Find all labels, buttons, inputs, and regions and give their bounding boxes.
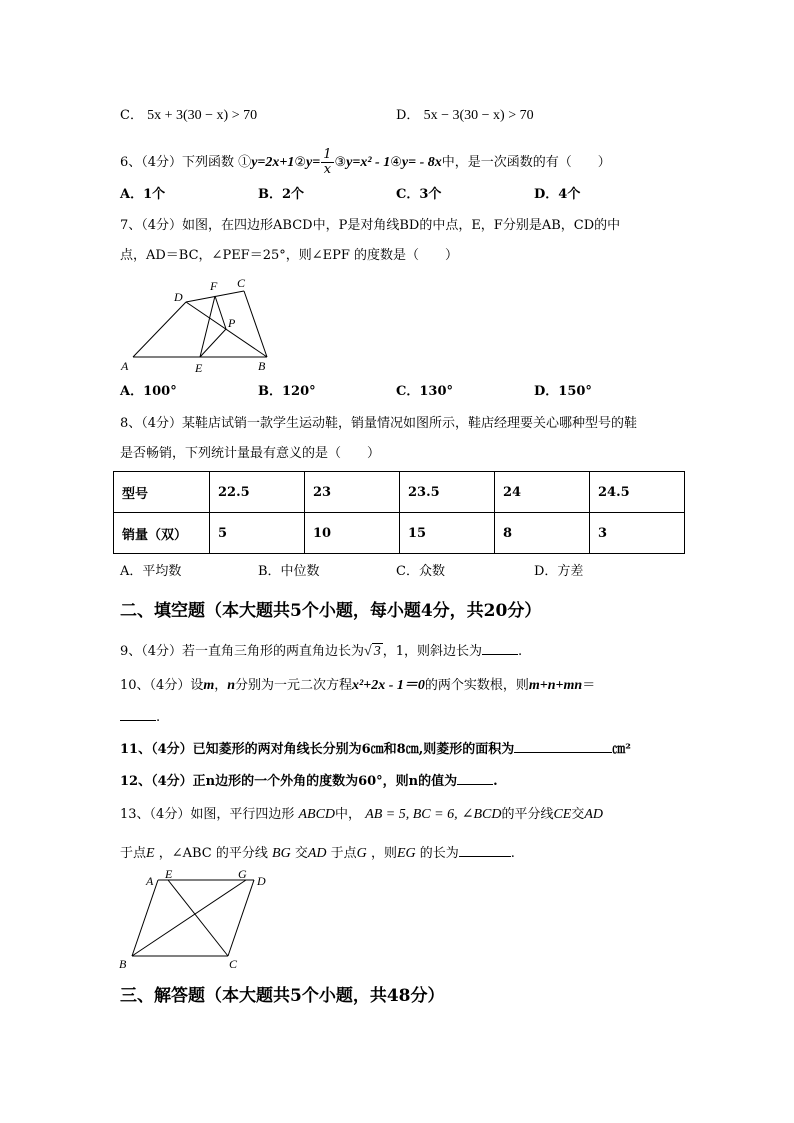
q13-angle-bcd: ∠BCD bbox=[461, 807, 502, 822]
q6-fraction-numerator: 1 bbox=[323, 147, 332, 162]
q13-label-a: A bbox=[146, 874, 154, 888]
q8-stem-line1: 8、（4分）某鞋店试销一款学生运动鞋，销量情况如图所示，鞋店经理要关心哪种型号的鞋 bbox=[120, 416, 638, 431]
table-cell: 5 bbox=[210, 513, 305, 554]
q7-label-f: F bbox=[210, 279, 218, 293]
q7-option-b: B．120° bbox=[258, 384, 316, 399]
q13-parallelogram-figure bbox=[116, 866, 276, 970]
q7-option-c: C．130° bbox=[396, 384, 453, 399]
q7-label-p: P bbox=[228, 316, 236, 330]
q10-var-n: n bbox=[227, 678, 236, 693]
q6-suffix: 中，是一次函数的有（ ） bbox=[441, 155, 611, 170]
q11-answer-blank[interactable] bbox=[514, 738, 612, 753]
q13-text-d: 于点 bbox=[120, 846, 147, 861]
q7-segment-fp bbox=[215, 296, 226, 329]
table-row bbox=[114, 472, 685, 513]
q13-text-g: ，则 bbox=[370, 846, 397, 861]
q7-label-e: E bbox=[195, 361, 203, 375]
q13-point-g: G bbox=[356, 846, 367, 861]
table-cell: 23.5 bbox=[400, 472, 495, 513]
q7-option-a: A．100° bbox=[120, 384, 177, 399]
q10-answer-line bbox=[120, 706, 160, 728]
q6-function-4: y= - 8x bbox=[401, 155, 442, 170]
q13-point-e: E bbox=[146, 846, 155, 861]
q9-text-before: 9、（4分）若一直角三角形的两直角边长为 bbox=[120, 644, 365, 659]
q10-stem bbox=[120, 676, 595, 696]
q7-stem-line2: 点，AD＝BC，∠PEF＝25°，则∠EPF 的度数是（ ） bbox=[120, 248, 459, 263]
q13-bg: BG bbox=[272, 846, 291, 861]
q6-circle-2: ② bbox=[294, 155, 307, 170]
q13-text-b: 中， bbox=[335, 807, 362, 822]
q9-stem bbox=[120, 640, 522, 662]
q13-segment-bg bbox=[132, 880, 246, 956]
q9-text-after: ，1，则斜边长为 bbox=[382, 644, 483, 659]
q10-answer-blank[interactable] bbox=[120, 706, 156, 721]
q10-comma: ， bbox=[214, 678, 228, 693]
q13-abcd: ABCD bbox=[298, 807, 336, 822]
q6-function-2-lhs: y= bbox=[306, 155, 321, 170]
q5-option-c bbox=[120, 106, 257, 126]
q8-option-b: B．中位数 bbox=[258, 564, 320, 579]
q10-text-a: 10、（4分）设 bbox=[120, 678, 204, 693]
q13-end: . bbox=[510, 846, 515, 861]
q9-sqrt bbox=[364, 642, 383, 662]
q12-answer-blank[interactable] bbox=[457, 770, 493, 785]
q13-label-e: E bbox=[165, 867, 173, 881]
table-cell: 型号 bbox=[114, 472, 210, 513]
q13-ce: CE bbox=[553, 807, 572, 822]
q6-option-c: C．3个 bbox=[396, 187, 442, 202]
q13-edge-cd bbox=[228, 880, 254, 956]
q7-diagonal-bd bbox=[186, 302, 267, 357]
q13-label-c: C bbox=[229, 957, 238, 970]
q6-option-d: D．4个 bbox=[534, 187, 581, 202]
q13-edge-ab bbox=[132, 880, 158, 956]
q13-jiao: 交 bbox=[571, 807, 585, 822]
q13-jiao-2: 交 bbox=[294, 846, 308, 861]
q13-ad-1: AD bbox=[584, 807, 604, 822]
q11-stem bbox=[120, 738, 631, 760]
table-cell: 22.5 bbox=[210, 472, 305, 513]
q6-fraction-denominator: x bbox=[323, 162, 332, 177]
q6-function-1: y=2x+1 bbox=[251, 155, 295, 170]
table-row bbox=[114, 513, 685, 554]
q7-edge-ad bbox=[133, 302, 186, 357]
q7-quadrilateral-figure bbox=[118, 276, 278, 376]
table-cell: 3 bbox=[590, 513, 685, 554]
q13-text-h: 的长为 bbox=[419, 846, 459, 861]
q13-stem-line1 bbox=[120, 805, 603, 825]
q12-text: 12、（4分）正n边形的一个外角的度数为60°，则n的值为 bbox=[120, 774, 458, 789]
q13-segment-ce bbox=[168, 880, 228, 956]
section-3-heading: 三、解答题（本大题共5个小题，共48分） bbox=[120, 986, 445, 1006]
q10-equation: x²+2x - 1＝0 bbox=[352, 678, 425, 693]
q8-stem-line2: 是否畅销，下列统计量最有意义的是（ ） bbox=[120, 446, 381, 461]
q10-end: . bbox=[156, 710, 161, 725]
q7-label-c: C bbox=[237, 276, 246, 290]
q8-option-a: A．平均数 bbox=[120, 564, 182, 579]
q7-edge-cb bbox=[244, 291, 267, 357]
section-2-heading: 二、填空题（本大题共5个小题，每小题4分，共20分） bbox=[120, 601, 542, 621]
table-cell: 销量（双） bbox=[114, 513, 210, 554]
q6-stem bbox=[120, 148, 611, 177]
q7-label-d: D bbox=[174, 290, 183, 304]
q13-text-e: ，∠ABC 的平分线 bbox=[158, 846, 268, 861]
q10-text-b: 分别为一元二次方程 bbox=[235, 678, 353, 693]
q12-end: . bbox=[493, 774, 498, 789]
q5-option-d bbox=[396, 106, 534, 126]
table-cell: 24.5 bbox=[590, 472, 685, 513]
q8-sales-table bbox=[113, 471, 685, 554]
q5-option-c-expr: 5x + 3(30 − x) > 70 bbox=[147, 108, 258, 123]
q10-equals: ＝ bbox=[582, 678, 596, 693]
q13-condition: AB = 5, BC = 6, bbox=[365, 807, 458, 822]
q9-answer-blank[interactable] bbox=[482, 640, 518, 655]
q8-option-d: D．方差 bbox=[534, 564, 584, 579]
q10-var-m: m bbox=[203, 678, 215, 693]
q12-stem bbox=[120, 770, 498, 792]
q11-unit: ㎝² bbox=[612, 742, 631, 757]
q13-label-d: D bbox=[257, 874, 266, 888]
table-cell: 23 bbox=[305, 472, 400, 513]
q6-prefix: 6、（4分）下列函数 ① bbox=[120, 155, 252, 170]
q10-text-c: 的两个实数根，则 bbox=[424, 678, 529, 693]
q7-label-a: A bbox=[121, 359, 129, 373]
q6-fraction bbox=[321, 148, 333, 177]
q13-answer-blank[interactable] bbox=[459, 842, 511, 857]
table-cell: 15 bbox=[400, 513, 495, 554]
q13-label-b: B bbox=[119, 957, 127, 970]
q13-ad-2: AD bbox=[307, 846, 327, 861]
q13-label-g: G bbox=[238, 867, 247, 881]
q10-expression: m+n+mn bbox=[528, 678, 583, 693]
q13-text-f: 于点 bbox=[330, 846, 357, 861]
q6-function-3: y=x² - 1 bbox=[346, 155, 391, 170]
q13-eg: EG bbox=[396, 846, 416, 861]
q13-stem-line2 bbox=[120, 842, 515, 864]
q6-option-a: A．1个 bbox=[120, 187, 166, 202]
q7-segment-ef bbox=[200, 296, 215, 357]
q6-circle-3: ③ bbox=[334, 155, 347, 170]
q8-option-c: C．众数 bbox=[396, 564, 445, 579]
q13-text-a: 13、（4分）如图，平行四边形 bbox=[120, 807, 295, 822]
table-cell: 8 bbox=[495, 513, 590, 554]
q9-radicand: 3 bbox=[373, 644, 381, 659]
q9-end: . bbox=[518, 644, 523, 659]
q7-label-b: B bbox=[258, 359, 266, 373]
q7-stem-line1: 7、（4分）如图，在四边形ABCD中，P是对角线BD的中点，E，F分别是AB，CD的中 bbox=[120, 218, 621, 233]
q5-option-d-label: D． bbox=[396, 108, 420, 123]
q9-radical-sign: √ bbox=[364, 644, 372, 659]
q5-option-c-label: C． bbox=[120, 108, 143, 123]
q6-option-b: B．2个 bbox=[258, 187, 305, 202]
q13-text-c: 的平分线 bbox=[501, 807, 554, 822]
q5-option-d-expr: 5x − 3(30 − x) > 70 bbox=[423, 108, 534, 123]
q6-circle-4: ④ bbox=[390, 155, 402, 170]
q7-option-d: D．150° bbox=[534, 384, 592, 399]
table-cell: 10 bbox=[305, 513, 400, 554]
table-cell: 24 bbox=[495, 472, 590, 513]
q11-text: 11、（4分）已知菱形的两对角线长分别为6㎝和8㎝,则菱形的面积为 bbox=[120, 742, 515, 757]
